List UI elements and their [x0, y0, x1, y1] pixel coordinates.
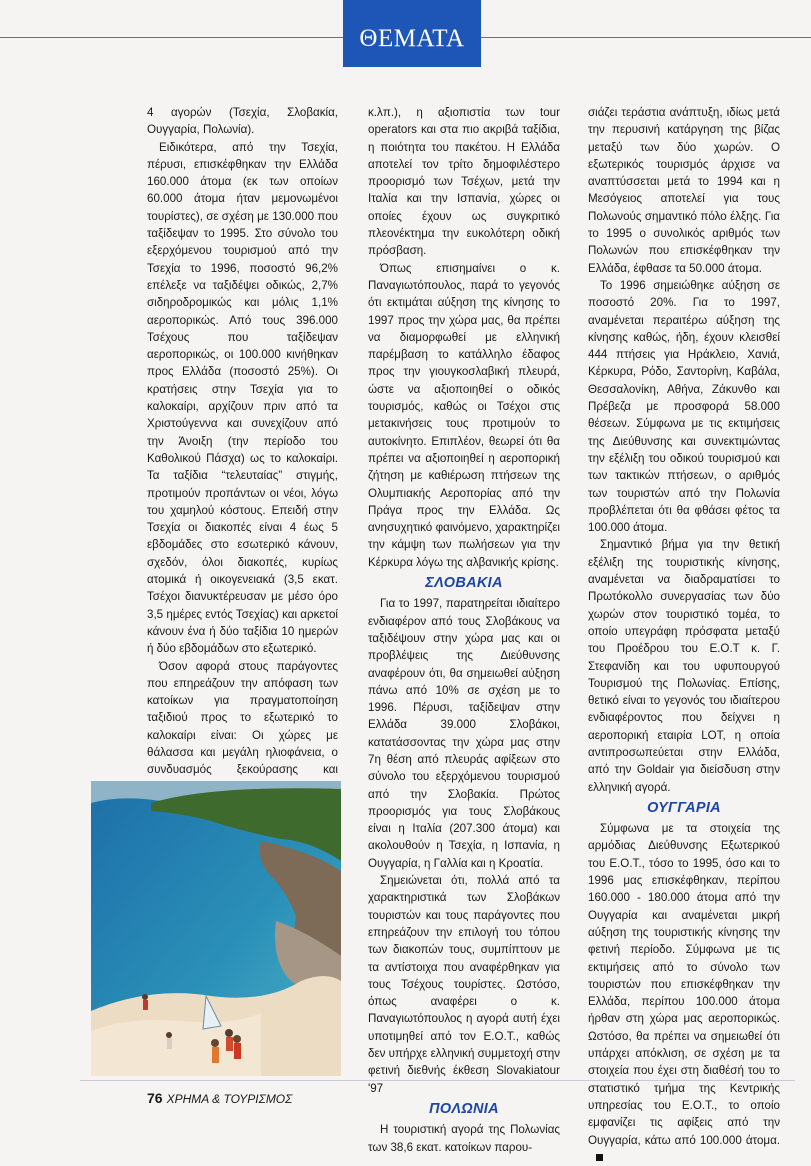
paragraph: Σημαντικό βήμα για την θετική εξέλιξη της τουριστικής κίνησης, αναμένεται να διαδραματίσει το Πρωτόκολλο συνεργασίας των δύο χωρών στον τουριστικό τομέα, το οποίο υπεγράφη πρόσφατα μεταξύ του Προέδρου του Ε.Ο.Τ κ. Γ. Στεφανίδη και του υφυπουργού Τουρισμού της Πολωνίας. Επίσης, θετικό είναι το γεγονός του ιδιαίτερου ενδιαφέροντος που δείχνει η αεροπορική εταιρία LOT, η οποία αντιπροσωπεύεται στην Ελλάδα, από την Goldair για διείσδυση στην ελληνική αγορά. [588, 538, 780, 794]
paragraph: Όπως επισημαίνει ο κ. Παναγιωτόπουλος, παρά το γεγονός ότι εκτιμάται αύξηση της κίνησης το 1997 προς την χώρα μας, θα πρέπει να διαμορφωθεί με ελληνική παρέμβαση το κατάλληλο έδαφος προς την γιουγκοσλαβική πλευρά, ώστε να αξιοποιηθεί ο οδικός τουρισμός, καθώς οι Τσέχοι στις μετακινήσεις τους προτιμούν το αυτοκίνητο. Επιπλέον, θεωρεί ότι θα πρέπει να αξιοποιηθεί η αεροπορική ζήτηση με καθιέρωση πτήσεων της Ολυμπιακής Αεροπορίας από την Πράγα προς την Ελλάδα. Ως ανησυχητικό φαινόμενο, χαρακτηρίζει την κάμψη των πωλήσεων για την Κέρκυρα λόγω της αλβανικής κρίσης. [368, 261, 560, 569]
paragraph: Η τουριστική αγορά της Πολωνίας των 38,6 εκατ. κατοίκων παρου- [368, 1123, 560, 1154]
end-mark-icon [596, 1154, 603, 1161]
paragraph: Ειδικότερα, από την Τσεχία, πέρυσι, επισκέφθηκαν την Ελλάδα 160.000 άτομα (εκ των οποίων 60.000 άτομα ήταν μεμονωμένοι τουρίστες), σε σχέση με 130.000 που ταξίδεψαν το 1995. Στο σύνολο του εξερχόμενου τουρισμού από την Τσεχία το 1996, ποσοστό 96,2% επέλεξε να ταξιδέψει οδικώς, 2,7% σιδηροδρομικώς και μόλις 1,1% αεροπορικώς. Από τους 396.000 Τσέχους που ταξίδεψαν αεροπορικώς, οι 100.000 κινήθηκαν προς Ελλάδα (ποσοστό 25%). Οι κρατήσεις στην Τσεχία για το καλοκαίρι, αρχίζουν πριν από τα Χριστούγεννα και συνεχίζουν από την Άνοιξη (την περίοδο του Καθολικού Πάσχα) ως το καλοκαίρι. Τα ταξίδια “τελευταίας” στιγμής, προτιμούν προπάντων οι νέοι, λόγω του χαμηλού κόστους. Επειδή στην Τσεχία οι διακοπές είναι 4 έως 5 εβδομάδες στο εσωτερικό κάνουν, σχεδόν, όλοι διακοπές, κυρίως ατομικά ή οικογενειακά (3,5 εκατ. Τσέχοι διανυκτέρευσαν με μέσο όρο 3,5 ημέρες εντός Τσεχίας) και αρκετοί κάνουν ένα ή δύο ταξίδια 10 ημερών ή δύο εβδομάδων στο εξωτερικό. [147, 140, 338, 656]
page-footer [147, 1090, 292, 1106]
paragraph: Σημειώνεται ότι, πολλά από τα χαρακτηριστικά των Σλοβάκων τουριστών και τους παράγοντες που επηρεάζουν την επιλογή του τόπου των διακοπών τους, συμπίπτουν με τα αντίστοιχα που αναφέρθηκαν για τους Τσέχους τουρίστες. Ωστόσο, όπως αναφέρει ο κ. Παναγιωτόπουλος η αγορά αυτή έχει υποτιμηθεί από τον Ε.Ο.Τ., καθώς δεν υπήρχε ελληνική συμμετοχή στην φετινή διεθνής έκθεση Slovakiatour '97 [368, 874, 560, 1095]
paragraph: Για το 1997, παρατηρείται ιδιαίτερο ενδιαφέρον από τους Σλοβάκους να ταξιδέψουν στην χώρα μας και οι προβλέψεις της Διεύθυνσης αναφέρουν ότι, θα σημειωθεί αύξηση πάνω από 10% σε σχέση με το 1996. Πέρυσι, ταξίδεψαν στην Ελλάδα 39.000 Σλοβάκοι, κατατάσσοντας την χώρα μας στην 7η θέση από πλευράς αφίξεων στο σύνολο του εξερχόμενου τουρισμού από την Σλοβακία. Πρώτος προορισμός για τους Σλοβάκους είναι η Ιταλία (207.300 άτομα) και ακολουθούν η Τσεχία, η Ισπανία, η Ουγγαρία, η Γαλλία και η Κροατία. [368, 597, 560, 870]
paragraph-text: Σύμφωνα με τα στοιχεία της αρμόδιας Διεύθυνσης Εξωτερικού του Ε.Ο.Τ., τόσο το 1995, όσο και το 1996 μας επισκέφθηκαν, περίπου 160.000 - 180.000 άτομα από την Ουγγαρία και αναμένεται μικρή αύξηση της τουριστικής κίνησης την φετινή περίοδο. Σύμφωνα με τις εκτιμήσεις από το σύνολο των τουριστών που επισκέφθηκαν την Ελλάδα, περίπου 100.000 άτομα ήρθαν στη χώρα μας αεροπορικώς. Ωστόσο, θα πρέπει να σημειωθεί ότι υπάρχει απόκλιση, σε σχέση με τα στοιχεία που έχει στη διαθέσή του το στατιστικό τμήμα της Κεντρικής υπηρεσίας του Ε.Ο.Τ., το οποίο εμφανίζει τις αφίξεις από την Ουγγαρία, κάτω από 100.000 άτομα. [588, 822, 780, 1147]
paragraph: σιάζει τεράστια ανάπτυξη, ιδίως μετά την περυσινή κατάργηση της βίζας μεταξύ των δύο χωρών. Ο εξωτερικός τουρισμός άρχισε να αναπτύσσεται μετά το 1994 και η Μεσόγειος αποτελεί για τους Πολωνούς σημαντικό πόλο έλξης. Για το 1995 ο συνολικός αριθμός των Πολωνών που επισκέφθηκαν την Ελλάδα, έφθασε τα 50.000 άτομα. [588, 106, 780, 275]
paragraph: Το 1996 σημειώθηκε αύξηση σε ποσοστό 20%. Για το 1997, αναμένεται περαιτέρω αύξηση της κίνησης καθώς, ήδη, έχουν κλεισθεί 444 πτήσεις για Ηράκλειο, Χανιά, Κέρκυρα, Ρόδο, Σαντορίνη, Καβάλα, Θεσσαλονίκη, Αθήνα, Ζάκυνθο και Πρέβεζα με προσφορά 58.000 θέσεων. Σύμφωνα με τις εκτιμήσεις της Διεύθυνσης και συνεκτιμώντας την εξέλιξη του οδικού τουρισμού και των τακτικών πτήσεων, ο αριθμός των τουριστών από την Πολωνία προβλέπεται ότι θα φθάσει φέτος τα 100.000 άτομα. [588, 278, 780, 535]
section-title: ΘΕΜΑΤΑ [359, 25, 465, 52]
heading-slovakia: ΣΛΟΒΑΚΙΑ [425, 575, 503, 592]
magazine-name: ΧΡΗΜΑ & ΤΟΥΡΙΣΜΟΣ [166, 1092, 293, 1106]
heading-poland: ΠΟΛΩΝΙΑ [429, 1100, 499, 1117]
beach-photo [91, 781, 341, 1076]
text-column-3 [588, 104, 780, 1166]
text-column-2 [368, 104, 560, 1156]
section-tab [343, 0, 481, 67]
beach-photo-illustration [91, 781, 341, 1076]
paragraph: Όσον αφορά στους παράγοντες που επηρεάζουν την απόφαση των κατοίκων για πραγματοποίηση ταξιδιού προς το εξωτερικό το καλοκαίρι είναι: Οι χώρες με θάλασσα και μεγάλη ηλιοφάνεια, ο συνδυασμός ξεκούρασης και [147, 659, 338, 777]
paragraph: 4 αγορών (Τσεχία, Σλοβακία, Ουγγαρία, Πολωνία). [147, 106, 338, 137]
text-column-1 [147, 104, 338, 830]
paragraph [588, 820, 780, 1166]
page-number: 76 [147, 1090, 163, 1106]
footer-rule [80, 1080, 795, 1081]
paragraph: κ.λπ.), η αξιοπιστία των tour operators και στα πιο ακριβά ταξίδια, η ποιότητα του πακέτου. Η Ελλάδα αποτελεί τον τρίτο δημοφιλέστερο προορισμό των Τσέχων, μετά την Ιταλία και την Ισπανία, χώρες οι οποίες έχουν ως συγκριτικό πλεονέκτημα την ευκολότερη οδική πρόσβαση. [368, 106, 560, 258]
heading-hungary: ΟΥΓΓΑΡΙΑ [647, 799, 721, 816]
